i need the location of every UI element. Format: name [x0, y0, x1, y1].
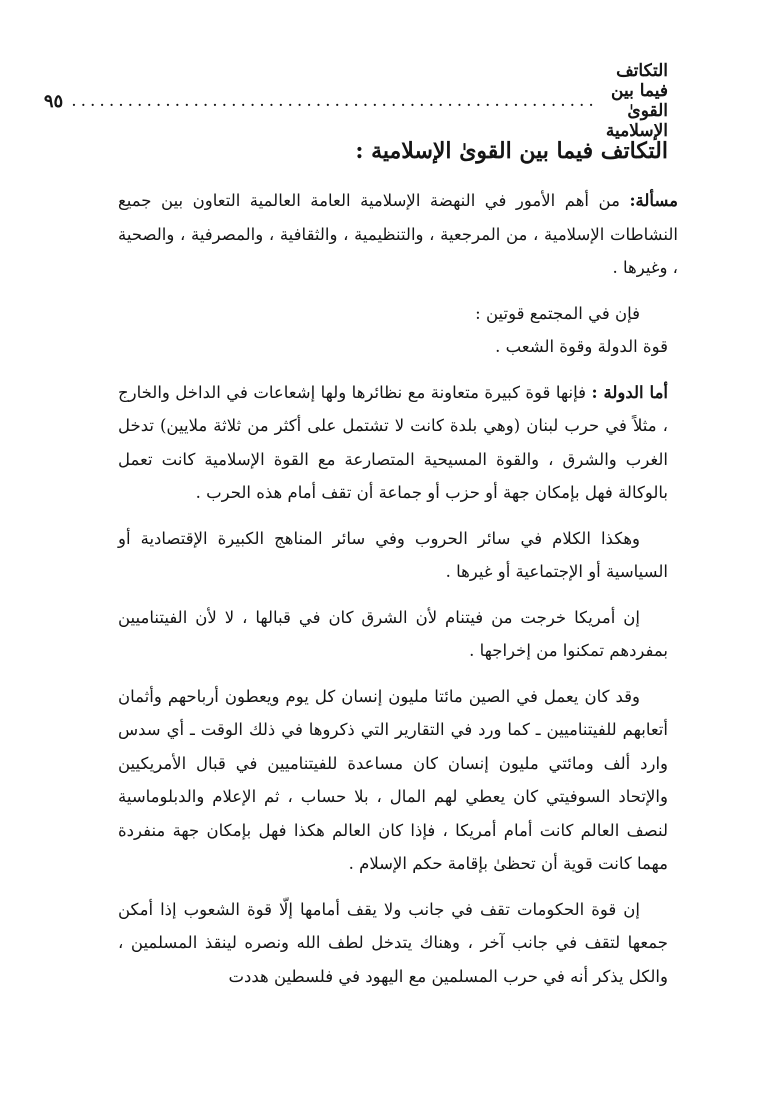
- issue-label: مسألة:: [629, 191, 679, 210]
- paragraph-state-people: قوة الدولة وقوة الشعب .: [495, 337, 668, 356]
- state-text: فإنها قوة كبيرة متعاونة مع نظائرها ولها إشعاعات في الداخل والخارج ، مثلاً في حرب لبنان (وهي بلدة كانت لا تشتمل على أكثر من ثلاثة ملايين) تدخل الغرب والشرق ، والقوة المسيحية المتصارعة مع القوة الإسلامية كانت تعمل بالوكالة فهل بإمكان جهة أو حزب أو جماعة أن تقف أمام هذه الحرب .: [118, 382, 668, 502]
- paragraph-governments: إن قوة الحكومات تقف في جانب ولا يقف أمامها إلّا قوة الشعوب إذا أمكن جمعها لتقف في جانب آخر ، وهناك يتدخل لطف الله ونصره لينقذ المسلمين ، والكل يذكر أنه في حرب المسلمين مع اليهود في فلسطين هددت: [118, 899, 668, 986]
- page-number: ٩٥: [43, 90, 64, 112]
- paragraph-other-wars: وهكذا الكلام في سائر الحروب وفي سائر المناهج الكبيرة الإقتصادية أو السياسية أو الإجتماعية أو غيرها .: [118, 528, 668, 581]
- running-header: [43, 61, 668, 141]
- paragraph-two-powers: فإن في المجتمع قوتين :: [475, 303, 640, 323]
- running-title: التكاتف فيما بين القوىٰ الإسلامية: [605, 61, 668, 141]
- body-text: [118, 184, 679, 993]
- state-paragraph: [118, 376, 668, 510]
- issue-text: من أهم الأمور في النهضة الإسلامية العامة العالمية التعاون بين جميع النشاطات الإسلامية ، من المرجعية ، والتنظيمية ، والثقافية ، والمصرفية ، والصحية ، وغيرها .: [118, 191, 678, 277]
- paragraph-america: إن أمريكا خرجت من فيتنام لأن الشرق كان في قبالها ، لا لأن الفيتناميين بمفردهم تمكنوا من إخراجها .: [118, 607, 668, 660]
- section-heading: التكاتف فيما بين القوىٰ الإسلامية :: [355, 138, 668, 164]
- leader-dots: ........................................................: [71, 91, 598, 111]
- paragraph-china: وقد كان يعمل في الصين مائتا مليون إنسان كل يوم ويعطون أرباحهم وأثمان أتعابهم للفيتناميين ـ كما ورد في التقارير التي ذكروها في ذلك الوقت ـ أي سدس وارد ألف ومائتي مليون إنسان كان مساعدة للفيتناميين في قبال الأمريكيين والإتحاد السوفيتي كان يعطي لهم المال ، بلا حساب ، ثم الإعلام والدبلوماسية لنصف العالم كانت أمام أمريكا ، فإذا كان العالم هكذا فهل بإمكان جهة منفردة مهما كانت قوية أن تحظىٰ بإقامة حكم الإسلام .: [118, 686, 668, 873]
- issue-paragraph: [118, 184, 678, 285]
- state-label: أما الدولة :: [591, 382, 668, 402]
